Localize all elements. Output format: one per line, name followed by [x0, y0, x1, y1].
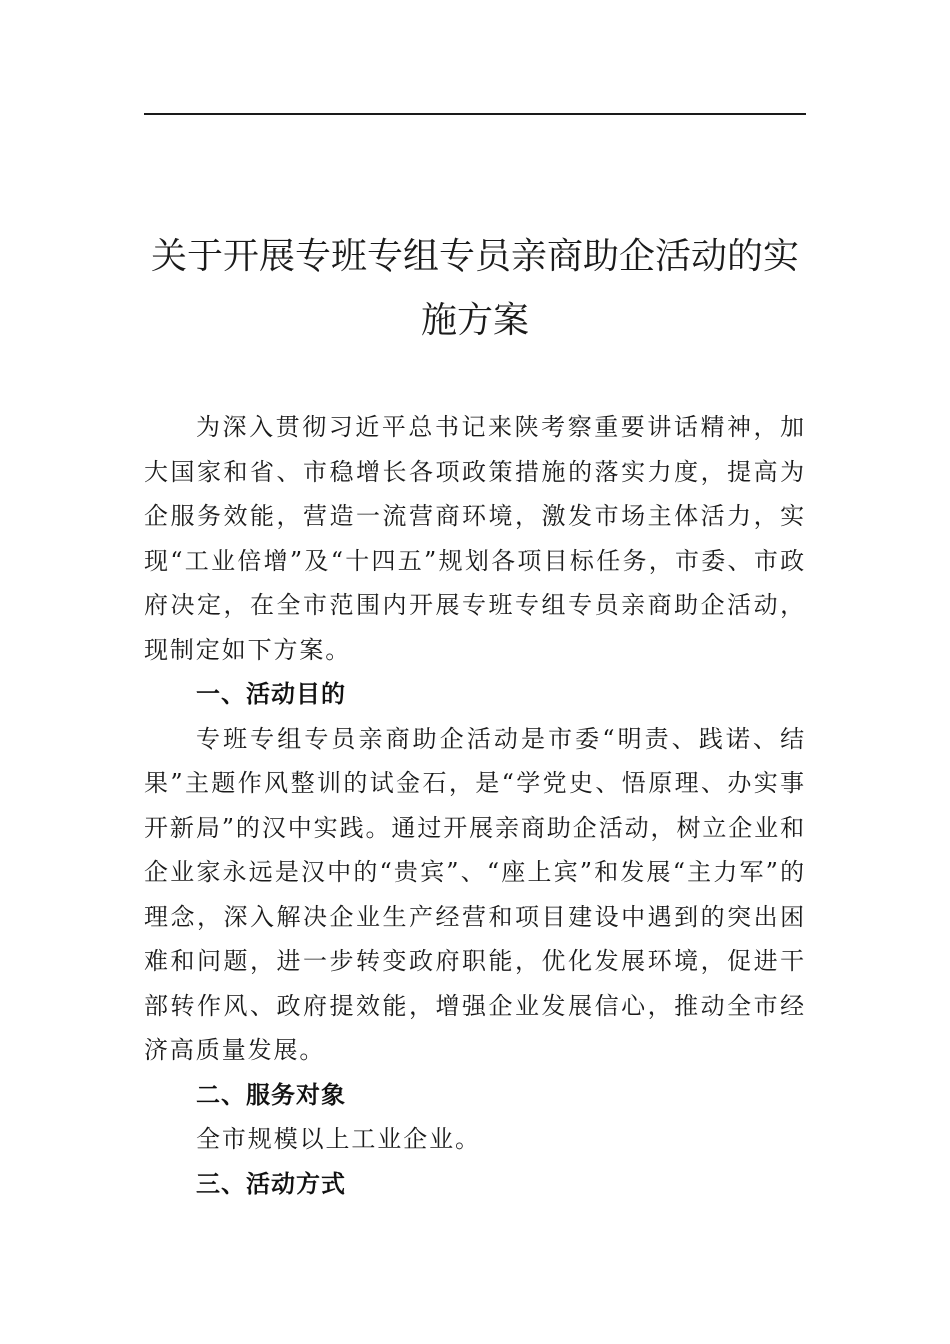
document-title-line-2: 施方案 [420, 300, 529, 341]
intro-paragraph: 为深入贯彻习近平总书记来陕考察重要讲话精神，加大国家和省、市稳增长各项政策措施的落实力度，提高为企服务效能，营造一流营商环境，激发市场主体活力，实现“工业倍增”及“十四五”规划各项目标任务，市委、市政府决定，在全市范围内开展专班专组专员亲商助企活动，现制定如下方案。 [144, 413, 806, 664]
document-title [144, 225, 806, 353]
document-body [144, 405, 806, 1206]
document-title-line-1: 关于开展专班专组专员亲商助企活动的实 [150, 236, 799, 277]
section-heading-service-target: 二、服务对象 [196, 1080, 346, 1109]
section-body-service-target: 全市规模以上工业企业。 [196, 1125, 481, 1153]
section-body-purpose: 专班专组专员亲商助企活动是市委“明责、践诺、结果”主题作风整训的试金石，是“学党史、悟原理、办实事开新局”的汉中实践。通过开展亲商助企活动，树立企业和企业家永远是汉中的“贵宾”、“座上宾”和发展“主力军”的理念，深入解决企业生产经营和项目建设中遇到的突出困难和问题，进一步转变政府职能，优化发展环境，促进干部转作风、政府提效能，增强企业发展信心，推动全市经济高质量发展。 [144, 724, 806, 1064]
header-rule [144, 113, 806, 115]
section-heading-purpose: 一、活动目的 [196, 680, 346, 708]
section-heading-activity-method: 三、活动方式 [196, 1169, 346, 1198]
